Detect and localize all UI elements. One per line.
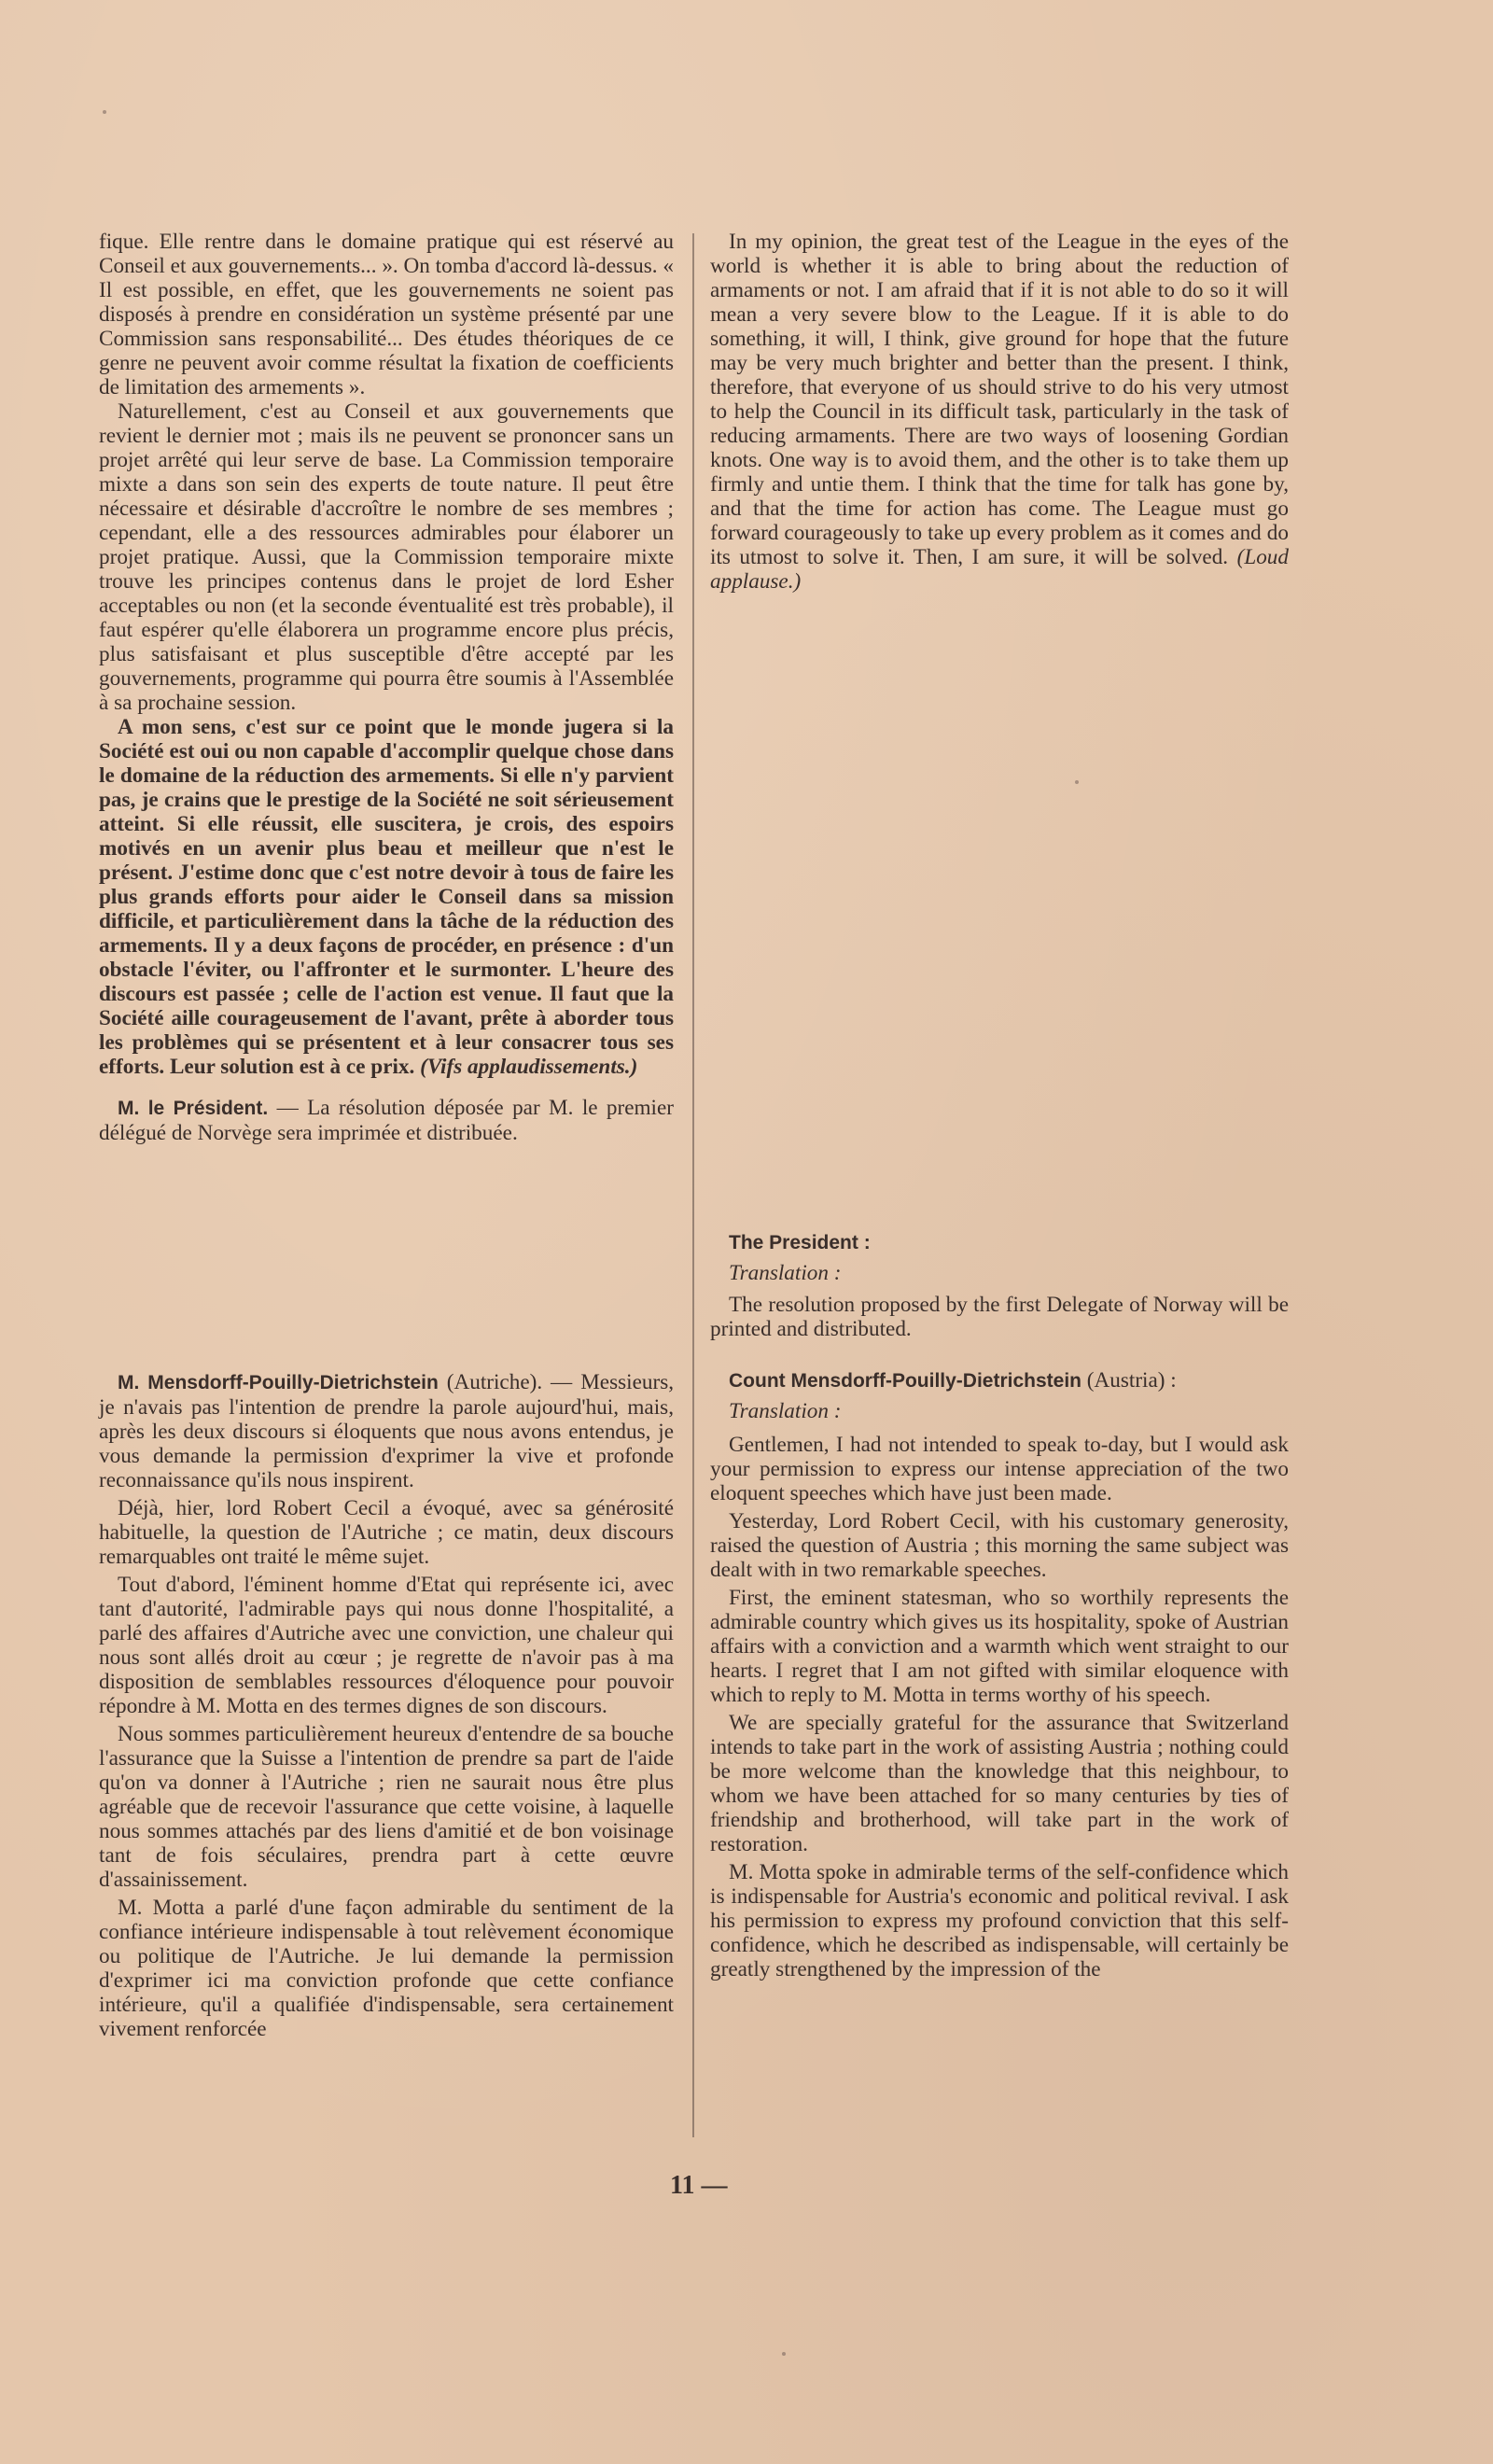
- english-mensdorff-p4: We are specially grateful for the assurance that Switzerland intends to take part in the work of assisting Austria ; nothing could be more welcome than the knowledge that this neighbour, to whom we have been attached for so many centuries by ties of friendship and brotherhood, will take part in the work of restoration.: [710, 1711, 1289, 1856]
- french-mensdorff-heading: [99, 1370, 674, 1492]
- english-applause: (Loud applause.): [710, 545, 1289, 594]
- english-paragraph-1-text: In my opinion, the great test of the League in the eyes of the world is whether it is able to bring about the reduction of armaments or not. I am afraid that if it is not able to do so it will mean a very severe blow to the League. If it is able to do something, it will, I think, give ground for hope that the future may be very much brighter and better than the present. I think, therefore, that everyone of us should strive to do his very utmost to help the Council in its difficult task, particularly in the task of reducing armaments. There are two ways of loosening Gordian knots. One way is to avoid them, and the other is to take them up firmly and untie them. I think that the time for talk has gone by, and that the time for action has come. The League must go forward courageously to take up every problem as it comes and do its utmost to solve it. Then, I am sure, it will be solved.: [710, 230, 1289, 569]
- french-president-speaker: M. le Président.: [118, 1098, 269, 1119]
- english-mensdorff-heading: [710, 1368, 1289, 1393]
- english-president-speaker: The President :: [729, 1232, 871, 1253]
- column-divider: [692, 233, 694, 2137]
- french-president-text: — La résolution déposée par M. le premier délégué de Norvège sera imprimée et distribuée.: [99, 1096, 675, 1145]
- english-mensdorff-p2: Yesterday, Lord Robert Cecil, with his customary generosity, raised the question of Austria ; this morning the same subject was dealt with in two remarkable speeches.: [710, 1509, 1289, 1582]
- french-mensdorff-country: (Autriche). —: [446, 1370, 573, 1394]
- french-mensdorff-speaker: M. Mensdorff-Pouilly-Dietrichstein: [118, 1372, 439, 1393]
- english-president-heading: [710, 1230, 1289, 1255]
- french-mensdorff-p4: Nous sommes particulièrement heureux d'entendre de sa bouche l'assurance que la Suisse a l'intention de prendre sa part de l'aide qu'on va donner à l'Autriche ; rien ne saurait nous être plus agréable que de recevoir l'assurance que cette voisine, à laquelle nous sommes attachés par des liens d'amitié et de bon voisinage tant de fois séculaires, prendra part à cette œuvre d'assainissement.: [99, 1722, 674, 1892]
- english-president-translation-label: Translation :: [729, 1261, 842, 1285]
- english-mensdorff-country: (Austria) :: [1086, 1368, 1177, 1393]
- french-applause: (Vifs applaudissements.): [420, 1055, 638, 1079]
- french-column-top: [99, 230, 674, 1145]
- french-mensdorff-p1: Messieurs, je n'avais pas l'intention de prendre la parole aujourd'hui, mais, après les deux discours si éloquents que nous avons entendus, je vous demande la permission d'exprimer la vive et profonde reconnaissance qu'ils nous inspirent.: [99, 1370, 675, 1492]
- english-mensdorff-speaker: Count Mensdorff-Pouilly-Dietrichstein: [729, 1370, 1081, 1392]
- english-mensdorff-p5: M. Motta spoke in admirable terms of the self-confidence which is indispensable for Austria's economic and political revival. I ask his permission to express my profound conviction that this self-confidence, which he described as indispensable, will certainly be greatly strengthened by the impression of the: [710, 1860, 1289, 1981]
- english-mensdorff-p3: First, the eminent statesman, who so worthily represents the admirable country which gives us its hospitality, spoke of Austrian affairs with a conviction and a warmth which went straight to our hearts. I regret that I am not gifted with similar eloquence with which to reply to M. Motta in terms worthy of his speech.: [710, 1586, 1289, 1707]
- english-column-top: [710, 230, 1289, 594]
- english-paragraph-1: [710, 230, 1289, 594]
- paper-speck: [782, 2352, 786, 2356]
- english-president-block: [710, 1230, 1289, 1341]
- french-paragraph-3: [99, 715, 674, 1079]
- english-mensdorff-translation-label: Translation :: [729, 1399, 842, 1423]
- french-mensdorff-p2: Déjà, hier, lord Robert Cecil a évoqué, avec sa générosité habituelle, la question de l'Autriche ; ce matin, deux discours remarquables ont traité le même sujet.: [99, 1496, 674, 1569]
- english-mensdorff-p1: Gentlemen, I had not intended to speak to-day, but I would ask your permission to express our intense appreciation of the two eloquent speeches which have just been made.: [710, 1433, 1289, 1505]
- french-mensdorff-block: [99, 1370, 674, 2041]
- french-paragraph-3-text: A mon sens, c'est sur ce point que le monde jugera si la Société est oui ou non capable d'accomplir quelque chose dans le domaine de la réduction des armements. Si elle n'y parvient pas, je crains que le prestige de la Société ne soit sérieusement atteint. Si elle réussit, elle suscitera, je crois, des espoirs motivés en un avenir plus beau et meilleur que n'est le présent. J'estime donc que c'est notre devoir à tous de faire les plus grands efforts pour aider le Conseil dans sa mission difficile, et particulièrement dans la tâche de la réduction des armements. Il y a deux façons de procéder, en présence : d'un obstacle l'éviter, ou l'affronter et le surmonter. L'heure des discours est passée ; celle de l'action est venue. Il faut que la Société aille courageusement de l'avant, prête à aborder tous les problèmes qui se présentent et à leur consacrer tous ses efforts. Leur solution est à ce prix.: [99, 715, 674, 1079]
- french-president-paragraph: [99, 1096, 674, 1145]
- french-paragraph-2: Naturellement, c'est au Conseil et aux gouvernements que revient le dernier mot ; mais ils ne peuvent se prononcer sans un projet arrêté qui leur serve de base. La Commission temporaire mixte a dans son sein des experts de toute nature. Il peut être nécessaire et désirable d'accroître le nombre de ses membres ; cependant, elle a des ressources admirables pour élaborer un projet pratique. Aussi, que la Commission temporaire mixte trouve les principes contenus dans le projet de lord Esher acceptables ou non (et la seconde éventualité est très probable), il faut espérer qu'elle élaborera un programme encore plus précis, plus satisfaisant et plus susceptible d'être accepté par les gouvernements, programme qui pourra être soumis à l'Assemblée à sa prochaine session.: [99, 399, 674, 715]
- english-mensdorff-block: [710, 1368, 1289, 1981]
- french-mensdorff-p3: Tout d'abord, l'éminent homme d'Etat qui représente ici, avec tant d'autorité, l'admirable pays qui nous donne l'hospitalité, a parlé des affaires d'Autriche avec une conviction, une chaleur qui nous sont allés droit au cœur ; je regrette de n'avoir pas à ma disposition de semblables ressources d'éloquence pour pouvoir répondre à M. Motta en des termes dignes de son discours.: [99, 1573, 674, 1718]
- french-mensdorff-p5: M. Motta a parlé d'une façon admirable du sentiment de la confiance intérieure indispensable à tout relèvement économique ou politique de l'Autriche. Je lui demande la permission d'exprimer ici ma conviction profonde que cette confiance intérieure, qu'il a qualifiée d'indispensable, sera certainement vivement renforcée: [99, 1896, 674, 2041]
- page-number: 11 —: [670, 2171, 728, 2200]
- paper-speck: [1075, 780, 1079, 784]
- french-paragraph-1: fique. Elle rentre dans le domaine pratique qui est réservé au Conseil et aux gouvernements... ». On tomba d'accord là-dessus. « Il est possible, en effet, que les gouvernements ne soient pas disposés à prendre en considération un système présenté par une Commission sans responsabilité... Des études théoriques de ce genre ne peuvent avoir comme résultat la fixation de coefficients de limitation des armements ».: [99, 230, 674, 399]
- paper-speck: [103, 110, 106, 114]
- english-president-text: The resolution proposed by the first Delegate of Norway will be printed and distributed.: [710, 1293, 1289, 1341]
